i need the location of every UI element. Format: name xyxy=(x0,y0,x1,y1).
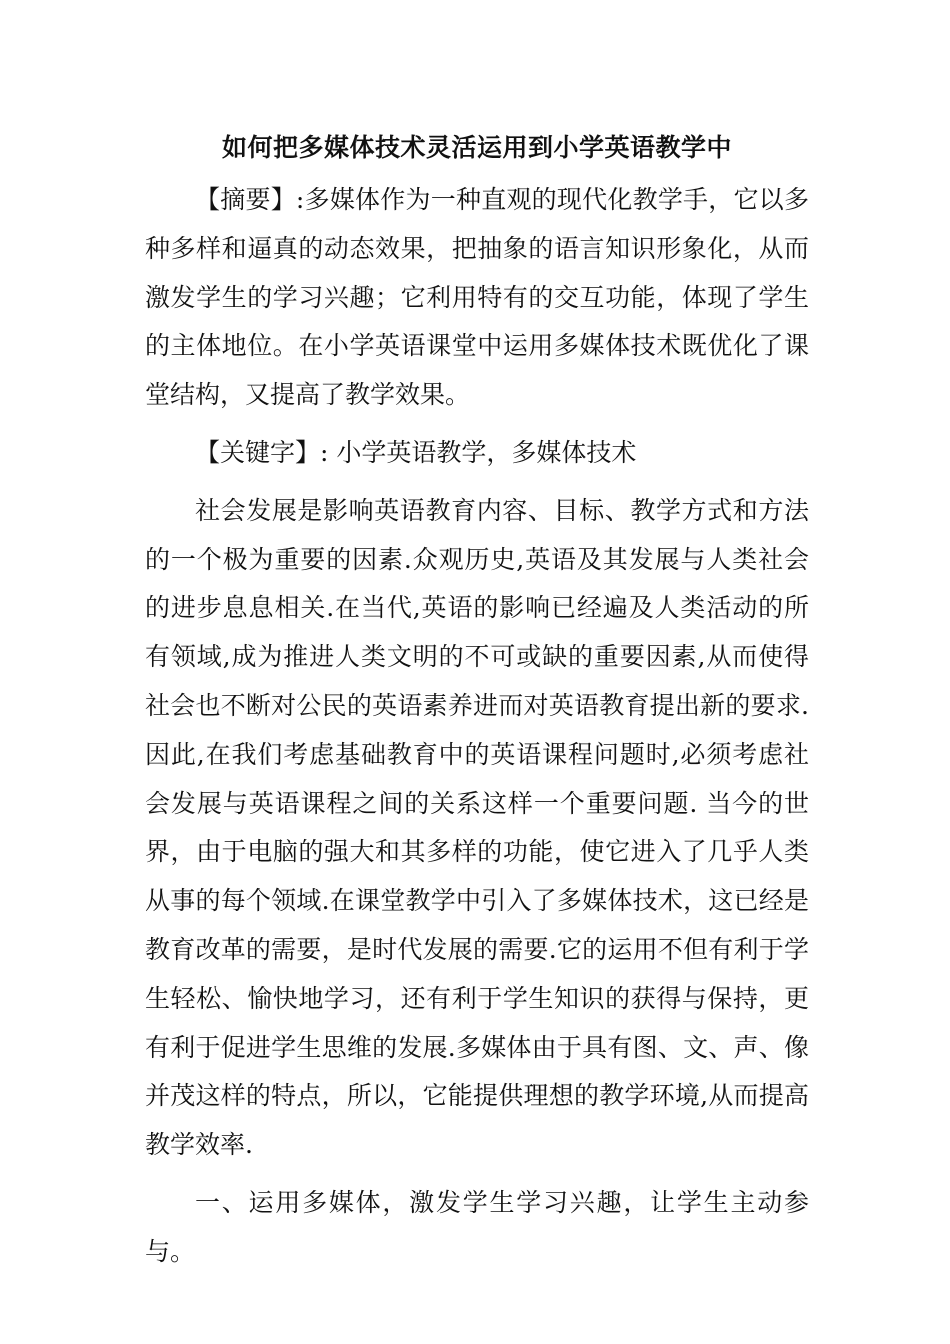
abstract-paragraph xyxy=(145,176,809,420)
keywords-label: 【关键字】: xyxy=(195,437,329,467)
document-page xyxy=(145,128,809,1286)
body-paragraph: 社会发展是影响英语教育内容、目标、教学方式和方法的一个极为重要的因素.众观历史,英语及其发展与人类社会的进步息息相关.在当代,英语的影响已经遍及人类活动的所有领域,成为推进人类文明的不可或缺的重要因素,从而使得社会也不断对公民的英语素养进而对英语教育提出新的要求.因此,在我们考虑基础教育中的英语课程问题时,必须考虑社会发展与英语课程之间的关系这样一个重要问题. 当今的世界，由于电脑的强大和其多样的功能，使它进入了几乎人类从事的每个领域.在课堂教学中引入了多媒体技术，这已经是教育改革的需要，是时代发展的需要.它的运用不但有利于学生轻松、愉快地学习，还有利于学生知识的获得与保持，更有利于促进学生思维的发展.多媒体由于具有图、文、声、像并茂这样的特点，所以，它能提供理想的教学环境,从而提高教学效率. xyxy=(145,495,809,1160)
keywords-paragraph xyxy=(145,429,809,478)
abstract-text: 多媒体作为一种直观的现代化教学手，它以多种多样和逼真的动态效果，把抽象的语言知识形象化，从而激发学生的学习兴趣；它利用特有的交互功能，体现了学生的主体地位。在小学英语课堂中运用多媒体技术既优化了课堂结构，又提高了教学效果。 xyxy=(145,185,809,410)
abstract-label: 【摘要】: xyxy=(195,185,305,214)
keywords-text: 小学英语教学，多媒体技术 xyxy=(328,437,637,467)
document-title: 如何把多媒体技术灵活运用到小学英语教学中 xyxy=(221,133,732,162)
section-heading: 一、运用多媒体，激发学生学习兴趣，让学生主动参与。 xyxy=(145,1187,809,1266)
